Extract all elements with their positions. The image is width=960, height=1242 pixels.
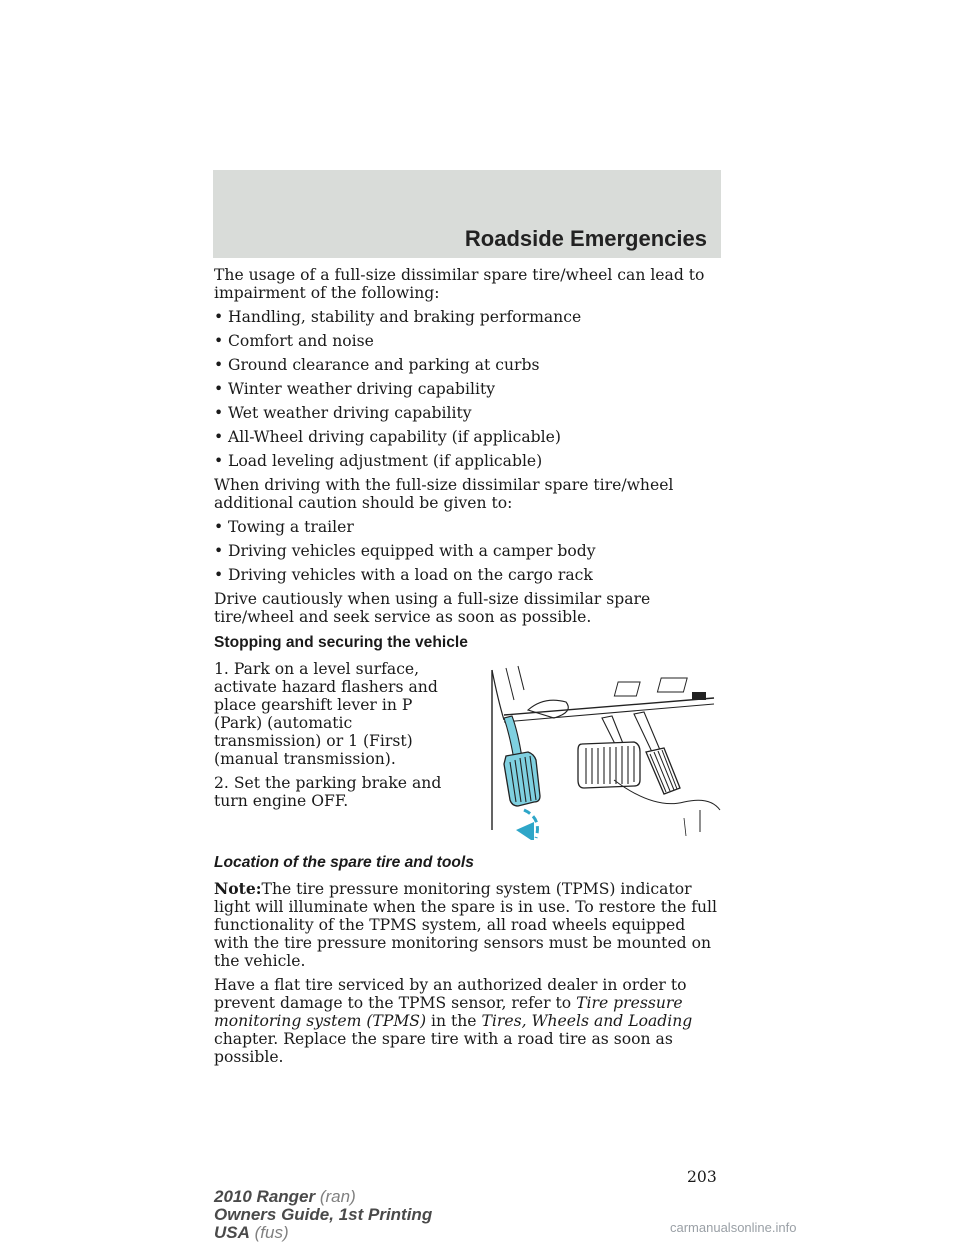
footer-model: 2010 Ranger [214, 1187, 316, 1206]
footer-guide: Owners Guide, 1st Printing [214, 1205, 433, 1224]
note-text: The tire pressure monitoring system (TPMS) indicator light will illuminate when the spare is in use. To restore the full functionality of the TPMS system, all road wheels equipped with the tire pressure monitoring sensors must be mounted on the vehicle. [214, 880, 718, 970]
list-item: • All-Wheel driving capability (if applicable) [214, 428, 724, 446]
service-text-start: Have a flat tire serviced by an authorized dealer in order to prevent damage to the TPMS sensor, refer to [214, 976, 687, 1012]
note-label: Note: [214, 879, 262, 898]
list-item: • Ground clearance and parking at curbs [214, 356, 724, 374]
footer-market-line [214, 1224, 432, 1242]
note-paragraph [214, 880, 724, 970]
chapter-reference: Tires, Wheels and Loading [481, 1012, 693, 1030]
caution-list [214, 518, 724, 584]
step-2: 2. Set the parking brake and turn engine OFF. [214, 774, 442, 810]
drive-caution-paragraph: Drive cautiously when using a full-size dissimilar spare tire/wheel and seek service as soon as possible. [214, 590, 651, 626]
list-item: • Winter weather driving capability [214, 380, 724, 398]
list-item: • Driving vehicles with a load on the cargo rack [214, 566, 724, 584]
list-item: • Handling, stability and braking performance [214, 308, 724, 326]
press-arrow-icon [516, 810, 538, 840]
list-item: • Towing a trailer [214, 518, 724, 536]
footer-market-code: (fus) [254, 1223, 289, 1242]
service-text-end: chapter. Replace the spare tire with a road tire as soon as possible. [214, 1030, 673, 1066]
accelerator-pedal [646, 748, 680, 794]
watermark: carmanualsonline.info [670, 1220, 797, 1235]
intro-paragraph: The usage of a full-size dissimilar spare tire/wheel can lead to impairment of the following: [214, 266, 705, 302]
list-item: • Driving vehicles equipped with a camper body [214, 542, 724, 560]
caution-intro-paragraph: When driving with the full-size dissimilar spare tire/wheel additional caution should be given to: [214, 476, 674, 512]
section-title: Roadside Emergencies [464, 226, 707, 251]
footer-market: USA [214, 1223, 250, 1242]
section-header-band [213, 170, 721, 258]
parking-brake-pedal-illustration [484, 660, 724, 840]
list-item: • Comfort and noise [214, 332, 724, 350]
impairment-list [214, 308, 724, 470]
location-heading: Location of the spare tire and tools [214, 854, 474, 871]
footer [214, 1188, 432, 1242]
footer-model-code: (ran) [319, 1187, 356, 1206]
stopping-section [214, 660, 724, 840]
stopping-heading: Stopping and securing the vehicle [214, 634, 468, 651]
parking-brake-pedal [504, 752, 540, 806]
footer-guide-line [214, 1206, 432, 1224]
footer-model-line [214, 1188, 432, 1206]
list-item: • Load leveling adjustment (if applicable) [214, 452, 724, 470]
step-1: 1. Park on a level surface, activate hazard flashers and place gearshift lever in P (Park) (automatic transmission) or 1 (First) (manual transmission). [214, 660, 438, 768]
list-item: • Wet weather driving capability [214, 404, 724, 422]
tpms-reference: Tire pressure monitoring system (TPMS) [214, 994, 683, 1030]
stopping-steps [214, 660, 462, 816]
service-paragraph [214, 976, 724, 1066]
page-content [214, 266, 724, 1072]
service-text-mid: in the [426, 1012, 482, 1030]
brake-pedal [578, 742, 640, 788]
page-number: 203 [687, 1168, 717, 1186]
